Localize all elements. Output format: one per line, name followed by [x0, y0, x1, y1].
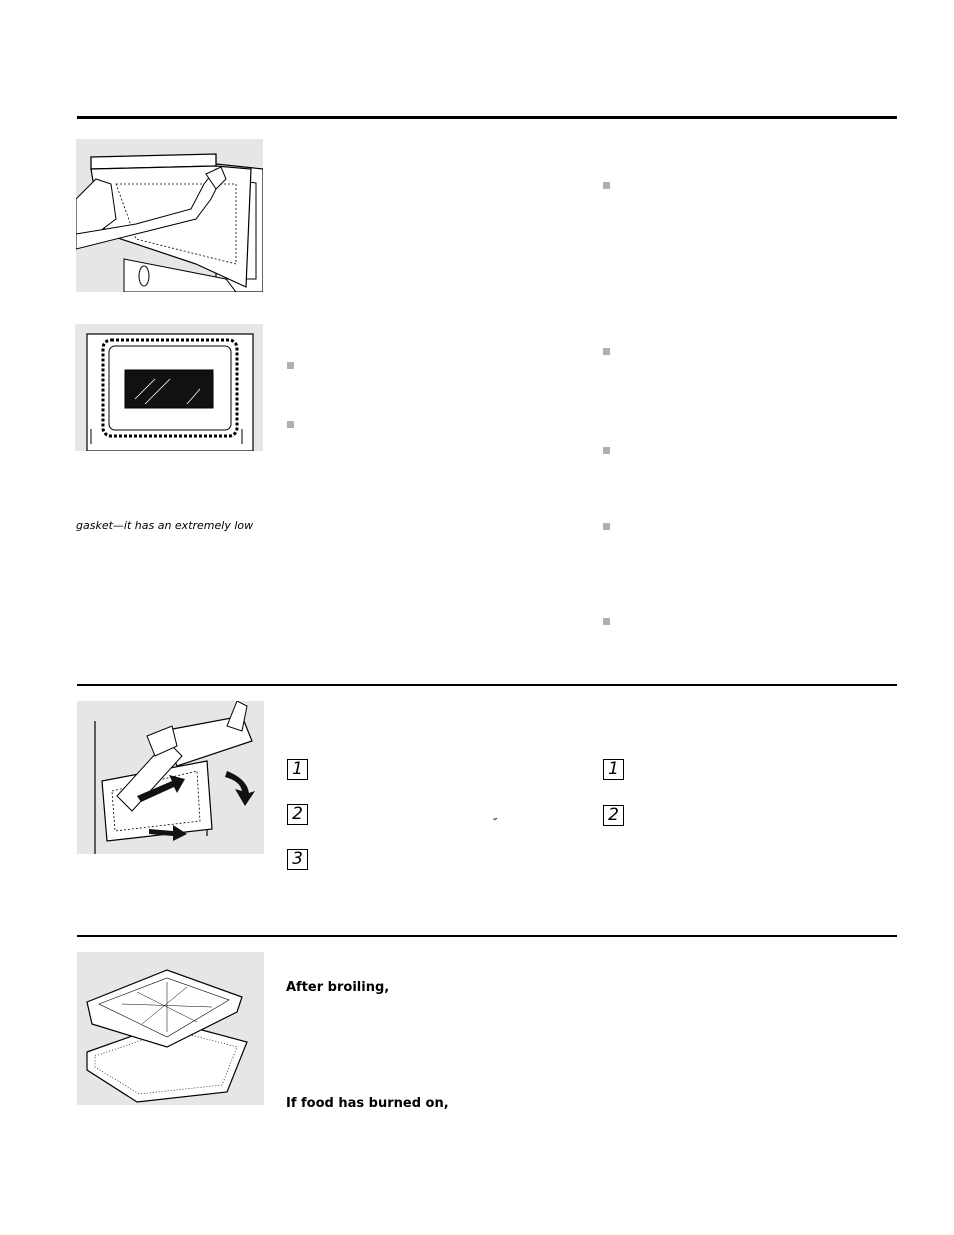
top-rule	[77, 116, 897, 119]
door-gasket-illustration	[75, 324, 263, 451]
lift-door-illustration	[76, 139, 263, 292]
bullet-marker	[603, 618, 610, 625]
gasket-caption: gasket—it has an extremely low	[76, 519, 254, 532]
step-number: 2	[603, 805, 624, 826]
step-number: 2	[287, 804, 308, 825]
burned-on-label: If food has burned on,	[286, 1096, 449, 1111]
step-number: 1	[287, 759, 308, 780]
step-number: 3	[287, 849, 308, 870]
step-number: 1	[603, 759, 624, 780]
remove-door-illustration	[77, 701, 264, 854]
bullet-marker	[603, 447, 610, 454]
inch-mark: ″	[493, 816, 498, 830]
bullet-marker	[603, 523, 610, 530]
bullet-marker	[287, 421, 294, 428]
bullet-marker	[287, 362, 294, 369]
bullet-marker	[603, 182, 610, 189]
section-rule	[77, 935, 897, 937]
section-rule	[77, 684, 897, 686]
broiler-pan-illustration	[77, 952, 264, 1105]
after-broiling-label: After broiling,	[286, 980, 390, 995]
bullet-marker	[603, 348, 610, 355]
